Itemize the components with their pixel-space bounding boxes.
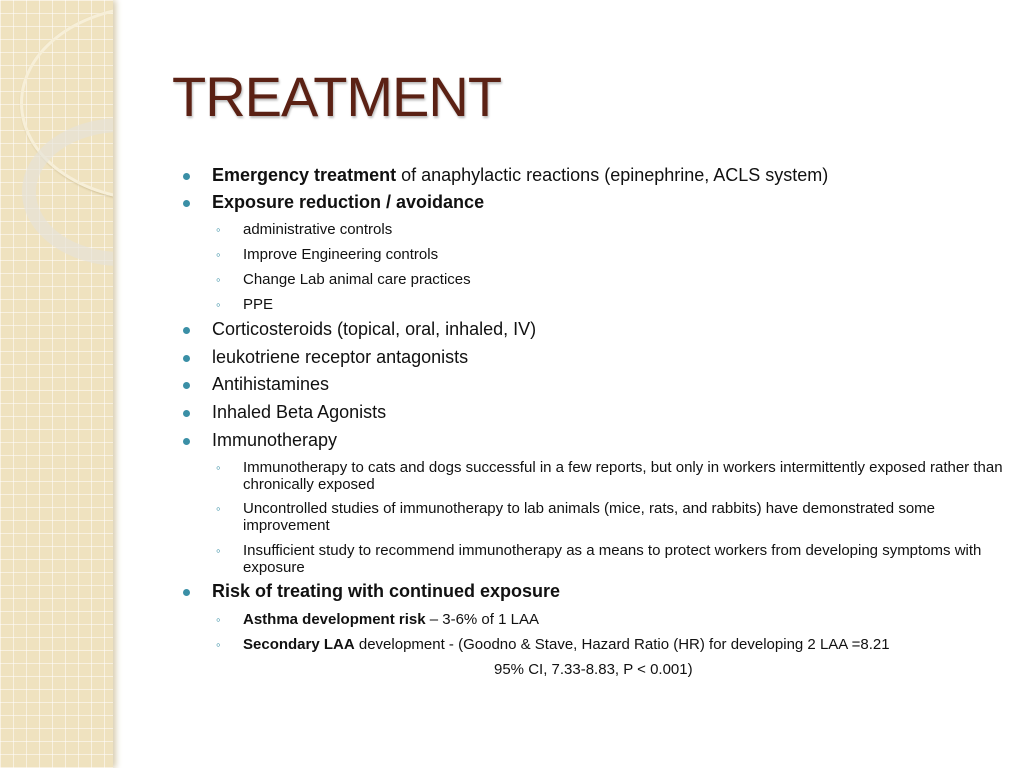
bullet-text: Improve Engineering controls xyxy=(243,246,439,263)
bullet-item xyxy=(212,583,560,600)
bullet-item xyxy=(212,376,329,393)
bullet-bold-text: Emergency treatment xyxy=(212,165,397,185)
sub-bullet-item xyxy=(243,271,1003,288)
bullet-item xyxy=(212,404,386,421)
bullet-bold-text: Asthma development risk xyxy=(243,611,426,628)
bullet-text: Immunotherapy xyxy=(212,430,338,450)
bullet-text: administrative controls xyxy=(243,221,393,238)
bullet-text: Change Lab animal care practices xyxy=(243,271,471,288)
sub-bullet-item xyxy=(243,611,1003,628)
sub-bullet-item xyxy=(243,246,1003,263)
bullet-text: leukotriene receptor antagonists xyxy=(212,347,469,367)
sub-bullet-item xyxy=(243,296,1003,313)
sub-bullet-item xyxy=(243,459,1003,493)
decorative-sidebar xyxy=(0,0,113,768)
sub-bullet-item xyxy=(243,500,1003,534)
bullet-text: – 3-6% of 1 LAA xyxy=(425,611,539,628)
bullet-text: Insufficient study to recommend immunotherapy as a means to protect workers from developing symptoms with exposure xyxy=(243,542,982,576)
slide-title: TREATMENT xyxy=(172,65,502,128)
bullet-text: Immunotherapy to cats and dogs successful in a few reports, but only in workers intermittently exposed rather than chronically exposed xyxy=(243,459,1003,493)
sub-bullet-item xyxy=(494,661,1024,678)
bullet-text: Inhaled Beta Agonists xyxy=(212,402,387,422)
bullet-text: Antihistamines xyxy=(212,374,330,394)
bullet-text: 95% CI, 7.33-8.83, P < 0.001) xyxy=(494,661,693,678)
bullet-text: of anaphylactic reactions (epinephrine, ACLS system) xyxy=(396,165,829,185)
bullet-item xyxy=(212,321,536,338)
sub-bullet-item xyxy=(243,542,1003,576)
bullet-bold-text: Risk of treating with continued exposure xyxy=(212,581,561,601)
bullet-text: Corticosteroids (topical, oral, inhaled, IV) xyxy=(212,319,537,339)
bullet-item xyxy=(212,349,468,366)
bullet-item xyxy=(212,194,484,211)
bullet-text: Uncontrolled studies of immunotherapy to lab animals (mice, rats, and rabbits) have demonstrated some improvement xyxy=(243,500,935,534)
bullet-bold-text: Exposure reduction / avoidance xyxy=(212,192,485,212)
sub-bullet-item xyxy=(243,636,1003,653)
bullet-text: development - (Goodno & Stave, Hazard Ratio (HR) for developing 2 LAA =8.21 xyxy=(354,636,890,653)
bullet-item xyxy=(212,432,337,449)
bullet-item xyxy=(212,167,828,184)
bullet-bold-text: Secondary LAA xyxy=(243,636,355,653)
bullet-text: PPE xyxy=(243,296,274,313)
sub-bullet-item xyxy=(243,221,1003,238)
